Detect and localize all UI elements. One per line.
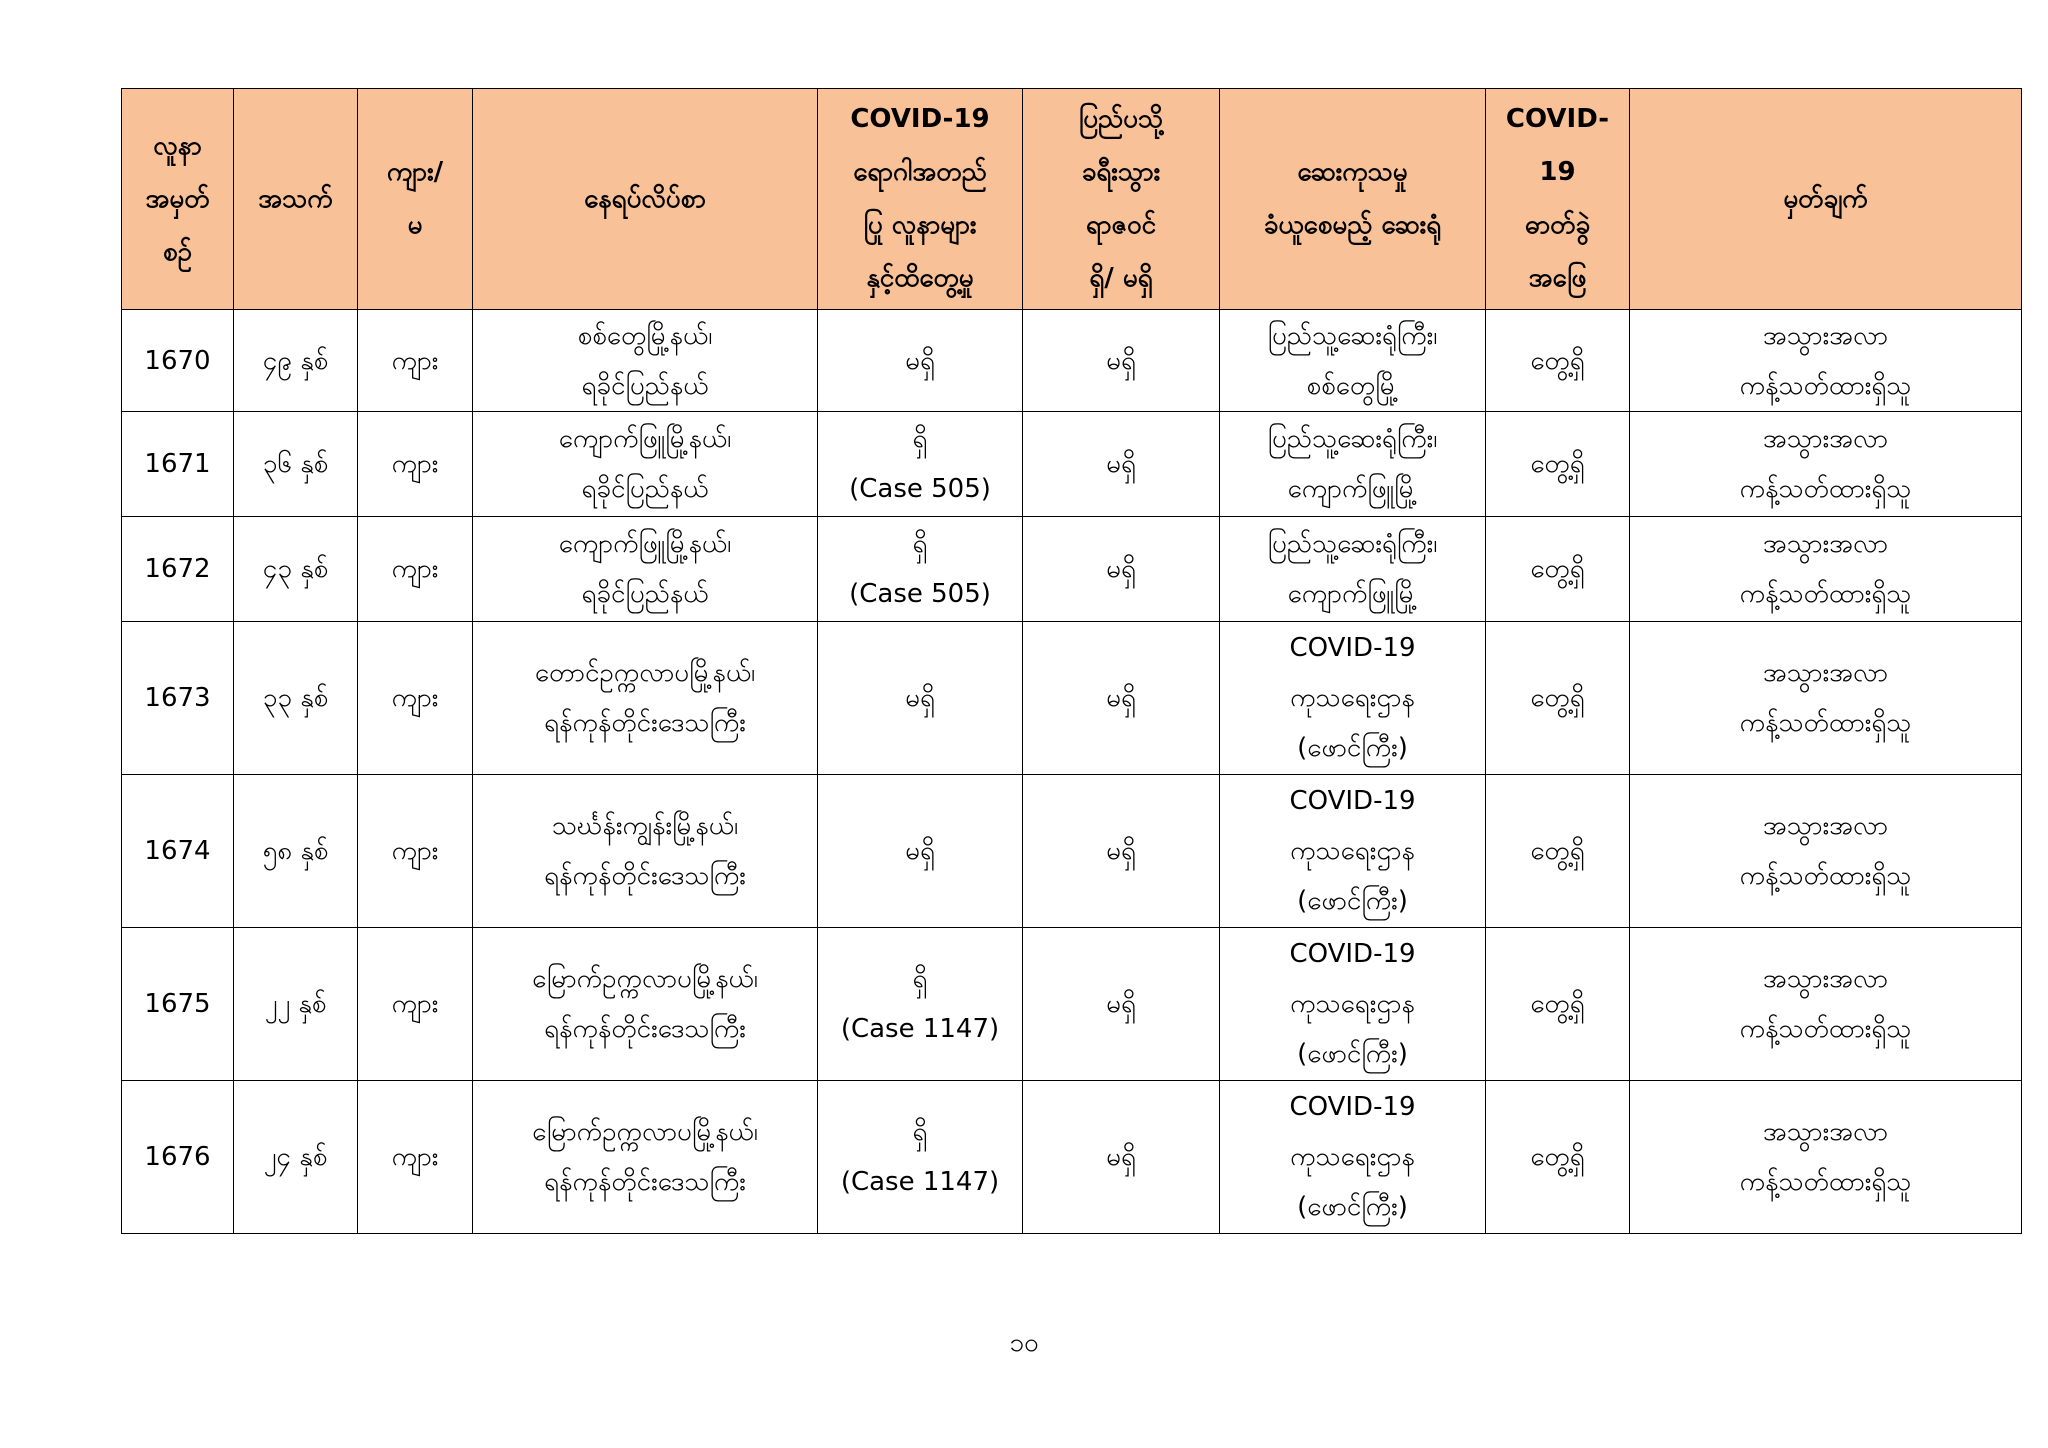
cell-sex: ကျား [358,310,473,412]
page-number: ၁၀ [1009,1328,1039,1358]
cell-contact: မရှိ [818,775,1023,928]
cell-travel-history: မရှိ [1023,928,1220,1081]
header-lab-result: COVID- 19 ဓာတ်ခွဲ အဖြေ [1486,89,1630,310]
cell-contact: ရှိ (Case 505) [818,412,1023,517]
table-header-row [122,89,2022,310]
cell-address: ကျောက်ဖြူမြို့နယ်၊ ရခိုင်ပြည်နယ် [473,412,818,517]
cell-case-number: 1675 [122,928,234,1081]
cell-lab-result: တွေ့ရှိ [1486,622,1630,775]
cell-lab-result: တွေ့ရှိ [1486,1081,1630,1234]
cell-address: မြောက်ဥက္ကလာပမြို့နယ်၊ ရန်ကုန်တိုင်းဒေသကြီး [473,1081,818,1234]
cell-travel-history: မရှိ [1023,517,1220,622]
cell-age: ၃၃ နှစ် [234,622,358,775]
table-row [122,928,2022,1081]
cell-contact: မရှိ [818,622,1023,775]
cell-hospital: ပြည်သူ့ဆေးရုံကြီး၊ ကျောက်ဖြူမြို့ [1220,412,1486,517]
cell-hospital: COVID-19 ကုသရေးဌာန (ဖောင်ကြီး) [1220,775,1486,928]
header-remark: မှတ်ချက် [1630,89,2022,310]
cell-sex: ကျား [358,622,473,775]
cell-contact: ရှိ (Case 505) [818,517,1023,622]
cell-lab-result: တွေ့ရှိ [1486,928,1630,1081]
cell-lab-result: တွေ့ရှိ [1486,775,1630,928]
cell-sex: ကျား [358,412,473,517]
header-sex: ကျား/ မ [358,89,473,310]
cell-case-number: 1671 [122,412,234,517]
cell-address: တောင်ဥက္ကလာပမြို့နယ်၊ ရန်ကုန်တိုင်းဒေသကြီး [473,622,818,775]
cell-age: ၂၄ နှစ် [234,1081,358,1234]
cell-travel-history: မရှိ [1023,775,1220,928]
cell-age: ၄၃ နှစ် [234,517,358,622]
cell-remark: အသွားအလာ ကန့်သတ်ထားရှိသူ [1630,310,2022,412]
cell-sex: ကျား [358,1081,473,1234]
cell-sex: ကျား [358,928,473,1081]
table-row [122,412,2022,517]
cell-age: ၂၂ နှစ် [234,928,358,1081]
cell-age: ၃၆ နှစ် [234,412,358,517]
header-contact: COVID-19 ရောဂါအတည် ပြု လူနာများ နှင့်ထိတွေ့မှု [818,89,1023,310]
cell-case-number: 1674 [122,775,234,928]
cell-lab-result: တွေ့ရှိ [1486,517,1630,622]
cell-contact: ရှိ (Case 1147) [818,928,1023,1081]
cell-remark: အသွားအလာ ကန့်သတ်ထားရှိသူ [1630,517,2022,622]
cell-case-number: 1670 [122,310,234,412]
cell-address: သင်္ဃန်းကျွန်းမြို့နယ်၊ ရန်ကုန်တိုင်းဒေသကြီး [473,775,818,928]
cell-remark: အသွားအလာ ကန့်သတ်ထားရှိသူ [1630,928,2022,1081]
cell-contact: မရှိ [818,310,1023,412]
header-hospital: ဆေးကုသမှု ခံယူစေမည့် ဆေးရုံ [1220,89,1486,310]
cell-travel-history: မရှိ [1023,622,1220,775]
cell-sex: ကျား [358,517,473,622]
cell-sex: ကျား [358,775,473,928]
cell-remark: အသွားအလာ ကန့်သတ်ထားရှိသူ [1630,1081,2022,1234]
cell-lab-result: တွေ့ရှိ [1486,310,1630,412]
cell-address: စစ်တွေမြို့နယ်၊ ရခိုင်ပြည်နယ် [473,310,818,412]
cell-hospital: COVID-19 ကုသရေးဌာန (ဖောင်ကြီး) [1220,622,1486,775]
table-row [122,310,2022,412]
cell-remark: အသွားအလာ ကန့်သတ်ထားရှိသူ [1630,622,2022,775]
cell-remark: အသွားအလာ ကန့်သတ်ထားရှိသူ [1630,412,2022,517]
cell-case-number: 1676 [122,1081,234,1234]
table-row [122,775,2022,928]
cell-hospital: COVID-19 ကုသရေးဌာန (ဖောင်ကြီး) [1220,928,1486,1081]
header-case-number: လူနာ အမှတ် စဥ် [122,89,234,310]
cell-remark: အသွားအလာ ကန့်သတ်ထားရှိသူ [1630,775,2022,928]
covid-case-table [121,88,2022,1234]
cell-age: ၄၉ နှစ် [234,310,358,412]
header-travel-history: ပြည်ပသို့ ခရီးသွား ရာဇဝင် ရှိ/ မရှိ [1023,89,1220,310]
cell-case-number: 1673 [122,622,234,775]
header-age: အသက် [234,89,358,310]
table-row [122,622,2022,775]
cell-address: မြောက်ဥက္ကလာပမြို့နယ်၊ ရန်ကုန်တိုင်းဒေသကြီး [473,928,818,1081]
cell-address: ကျောက်ဖြူမြို့နယ်၊ ရခိုင်ပြည်နယ် [473,517,818,622]
cell-age: ၅၈ နှစ် [234,775,358,928]
cell-travel-history: မရှိ [1023,310,1220,412]
table-row [122,1081,2022,1234]
cell-travel-history: မရှိ [1023,1081,1220,1234]
cell-hospital: COVID-19 ကုသရေးဌာန (ဖောင်ကြီး) [1220,1081,1486,1234]
cell-contact: ရှိ (Case 1147) [818,1081,1023,1234]
cell-hospital: ပြည်သူ့ဆေးရုံကြီး၊ စစ်တွေမြို့ [1220,310,1486,412]
header-address: နေရပ်လိပ်စာ [473,89,818,310]
cell-hospital: ပြည်သူ့ဆေးရုံကြီး၊ ကျောက်ဖြူမြို့ [1220,517,1486,622]
cell-case-number: 1672 [122,517,234,622]
cell-lab-result: တွေ့ရှိ [1486,412,1630,517]
table-row [122,517,2022,622]
cell-travel-history: မရှိ [1023,412,1220,517]
